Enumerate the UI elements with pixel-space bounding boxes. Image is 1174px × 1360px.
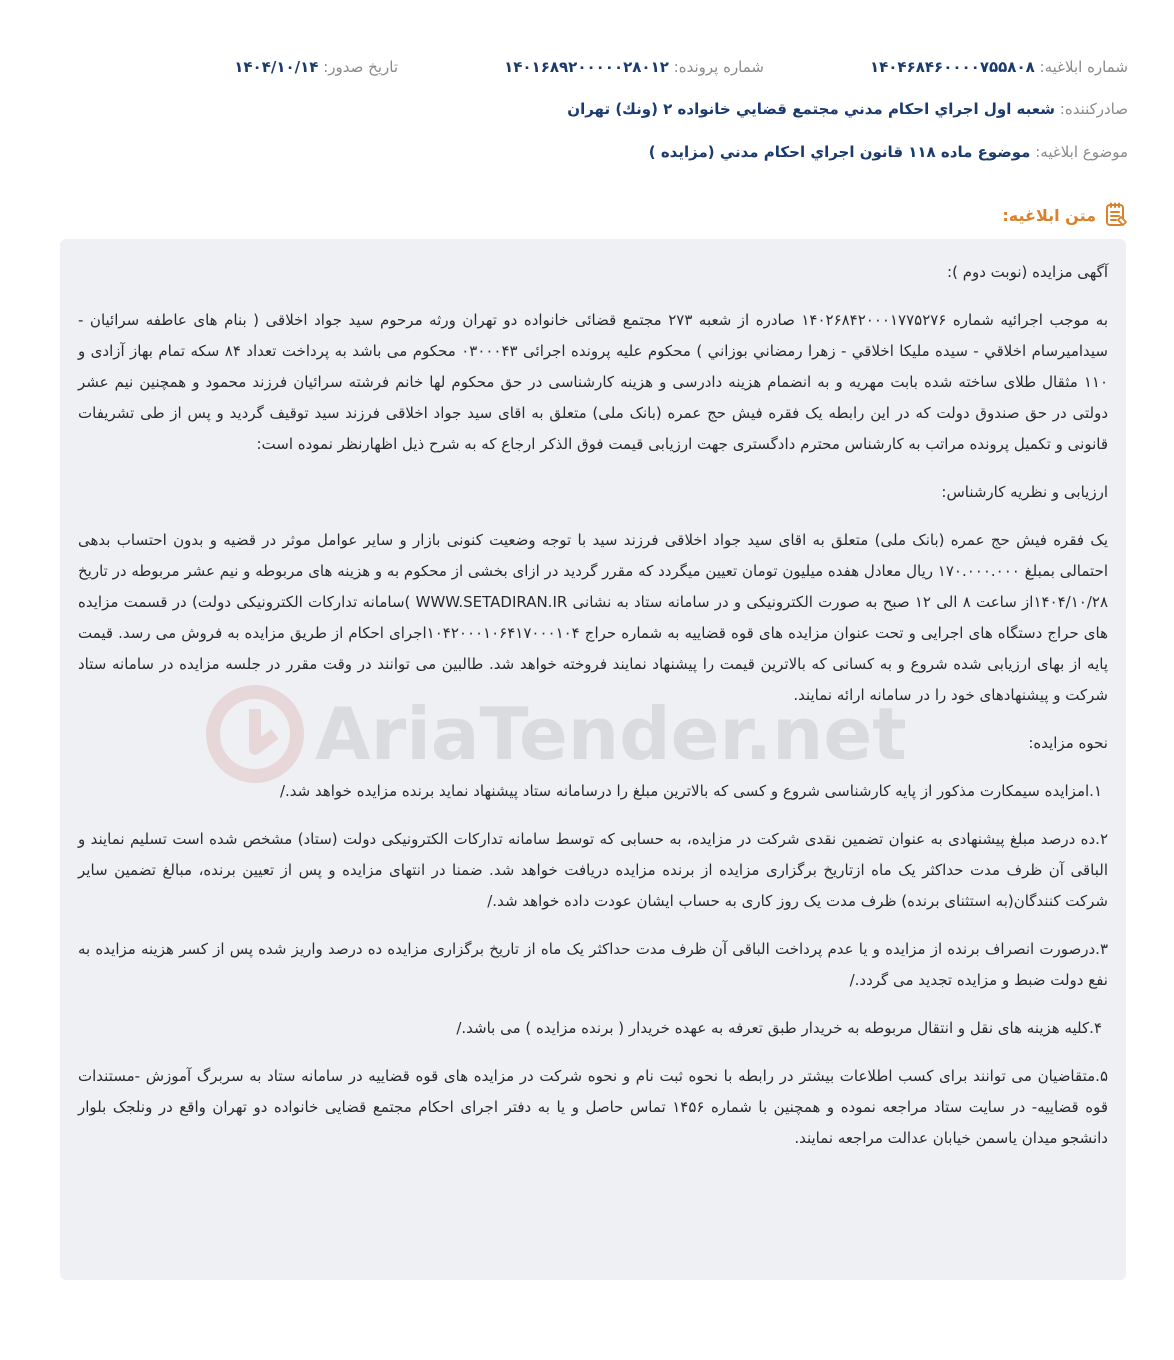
- issuer: [0, 100, 1128, 118]
- watermark-text: AriaTender.net: [315, 692, 907, 776]
- method-item-1: ۱.امزایده سیمکارت مذکور از پایه کارشناسی شروع و کسی که بالاترین مبلغ را درسامانه ستاد پیشنهاد نماید برنده مزایده خواهد شد./: [279, 782, 1102, 800]
- execution-paragraph: به موجب اجرائیه شماره ۱۴۰۲۶۸۴۲۰۰۰۱۷۷۵۲۷۶ صادره از شعبه ۲۷۳ مجتمع قضائی خانواده دو تهران ورثه مرحوم سید جواد اخلاقی ( بنام های عاطفه سرائیان - سيداميرسام اخلاقي - سيده مليكا اخلاقي - زهرا رمضاني بوزاني ) محکوم علیه پرونده اجرائی ۰۳۰۰۰۴۳ محکوم می باشد به پرداخت تعداد ۸۴ سکه تمام بهاز آزادی و ۱۱۰ مثقال طلای ساخته شده بابت مهریه و به انضمام هزینه دادرسی و هزینه کارشناسی در حق محکوم لها خانم فرشته سرائیان فرزند محمود و همچنین نیم عشر دولتی در حق صندوق دولت که در این رابطه یک فقره فیش حج عمره (بانک ملی) متعلق به اقای سید جواد اخلاقی فرزند سید توقیف گردید و پس از طی تشریفات قانونی و تکمیل پرونده مراتب به کارشناس محترم دادگستری جهت ارزیابی قیمت فوق الذکر ارجاع که به شرح ذیل اظهارنظر نموده است:: [78, 311, 1108, 453]
- subject-value: موضوع ماده ۱۱۸ قانون اجراي احكام مدني (مزايده ): [648, 143, 1031, 161]
- method-item-4: ۴.کلیه هزینه های نقل و انتقال مربوطه به خریدار طبق تعرفه به عهده خریدار ( برنده مزایده ) می باشد./: [456, 1019, 1102, 1037]
- notice-body: [78, 257, 1108, 1154]
- notice-number-value: ۱۴۰۴۶۸۴۶۰۰۰۰۷۵۵۸۰۸: [869, 58, 1035, 76]
- subject-label: موضوع ابلاغیه:: [1035, 143, 1128, 161]
- method-item-5: ۵.متقاضیان می توانند برای کسب اطلاعات بیشتر در رابطه با نحوه ثبت نام و نحوه شرکت در مزایده های قوه قضاییه در سامانه ستاد به سربرگ آموزش -مستندات قوه قضاییه- در سایت ستاد مراجعه نموده و همچنین با شماره ۱۴۵۶ تماس حاصل و یا به دفتر اجرای احکام مجتمع قضایی خانواده دو تهران واقع در ونلجک بلوار دانشجو میدان یاسمن خیابان عدالت مراجعه نمایند.: [78, 1067, 1108, 1147]
- expert-paragraph: یک فقره فیش حج عمره (بانک ملی) متعلق به اقای سید جواد اخلاقی فرزند سید با توجه وضعیت کنونی بازار و سایر عوامل موثر در قضیه و بدون احتساب بدهی احتمالی بمبلغ ۱۷۰.۰۰۰.۰۰۰ ریال معادل هفده میلیون تومان تعیین میگردد که مقرر گردید در ازای بخشی از محکوم به و هزینه های مربوطه و نیم عشر مربوطه در تاریخ ۱۴۰۴/۱۰/۲۸از ساعت ۸ الی ۱۲ صبح به صورت الکترونیکی و در سامانه ستاد به نشانی WWW.SETADIRAN.IR )سامانه تدارکات الکترونیکی دولت) در قسمت مزایده های حراج دستگاه های اجرایی و تحت عنوان مزایده های قوه قضاییه به شماره حراج ۱۰۴۲۰۰۰۱۰۶۴۱۷۰۰۰۱۰۴اجرای احکام از طریق مزایده به فروش می رسد. قیمت پایه از بهای ارزیابی شده شروع و به کسانی که بالاترین قیمت را پیشنهاد نمایند فروخته خواهد شد. طالبین می توانند در وقت مقرر در جلسه مزایده در سامانه ستاد شرکت و پیشنهادهای خود را در سامانه ارائه نمایند.: [78, 531, 1109, 704]
- case-number: [504, 58, 764, 76]
- method-item-3: ۳.درصورت انصراف برنده از مزایده و یا عدم پرداخت الباقی آن ظرف مدت حداکثر یک ماه از تاریخ برگزاری مزایده ده درصد واریز شده پس از کسر هزینه مزایده به نفع دولت ضبط و مزایده تجدید می گردد./: [78, 940, 1108, 989]
- notice-number: [870, 58, 1128, 76]
- notice-body-box: [60, 239, 1126, 1280]
- section-title: متن ابلاغیه:: [1002, 205, 1096, 225]
- expert-heading: ارزیابی و نظریه کارشناس:: [941, 483, 1108, 501]
- meta-row-numbers: [0, 58, 1174, 82]
- notice-number-label: شماره ابلاغیه:: [1039, 58, 1128, 76]
- notice-text-heading: [1002, 202, 1128, 228]
- issue-date-value: ۱۴۰۴/۱۰/۱۴: [234, 58, 319, 76]
- issuer-label: صادرکننده:: [1059, 100, 1128, 118]
- method-item-2: ۲.ده درصد مبلغ پیشنهادی به عنوان تضمین نقدی شرکت در مزایده، به حسابی که توسط سامانه تدارکات الکترونیکی دولت (ستاد) مشخص شده است تسلیم نمایند و الباقی آن ظرف مدت حداکثر یک ماه ازتاریخ برگزاری مزایده از برنده مزایده دریافت خواهد شد. ضمنا در انتهای مزایده و پس از تعیین برنده، مبالغ تضمین سایر شرکت کنندگان(به استثنای برنده) ظرف مدت یک روز کاری به حساب ایشان عودت داده خواهد شد./: [78, 830, 1108, 910]
- document-list-icon: [1104, 202, 1128, 228]
- auction-heading: آگهی مزایده (نوبت دوم ):: [947, 263, 1108, 281]
- issue-date: [234, 58, 398, 76]
- issuer-value: شعبه اول اجراي احكام مدني مجتمع قضايي خانواده ۲ (ونك) تهران: [567, 100, 1055, 118]
- case-number-label: شماره پرونده:: [673, 58, 764, 76]
- case-number-value: ۱۴۰۱۶۸۹۲۰۰۰۰۰۲۸۰۱۲: [504, 58, 669, 76]
- method-heading: نحوه مزایده:: [1028, 734, 1108, 752]
- issue-date-label: تاریخ صدور:: [323, 58, 398, 76]
- subject: [0, 143, 1128, 161]
